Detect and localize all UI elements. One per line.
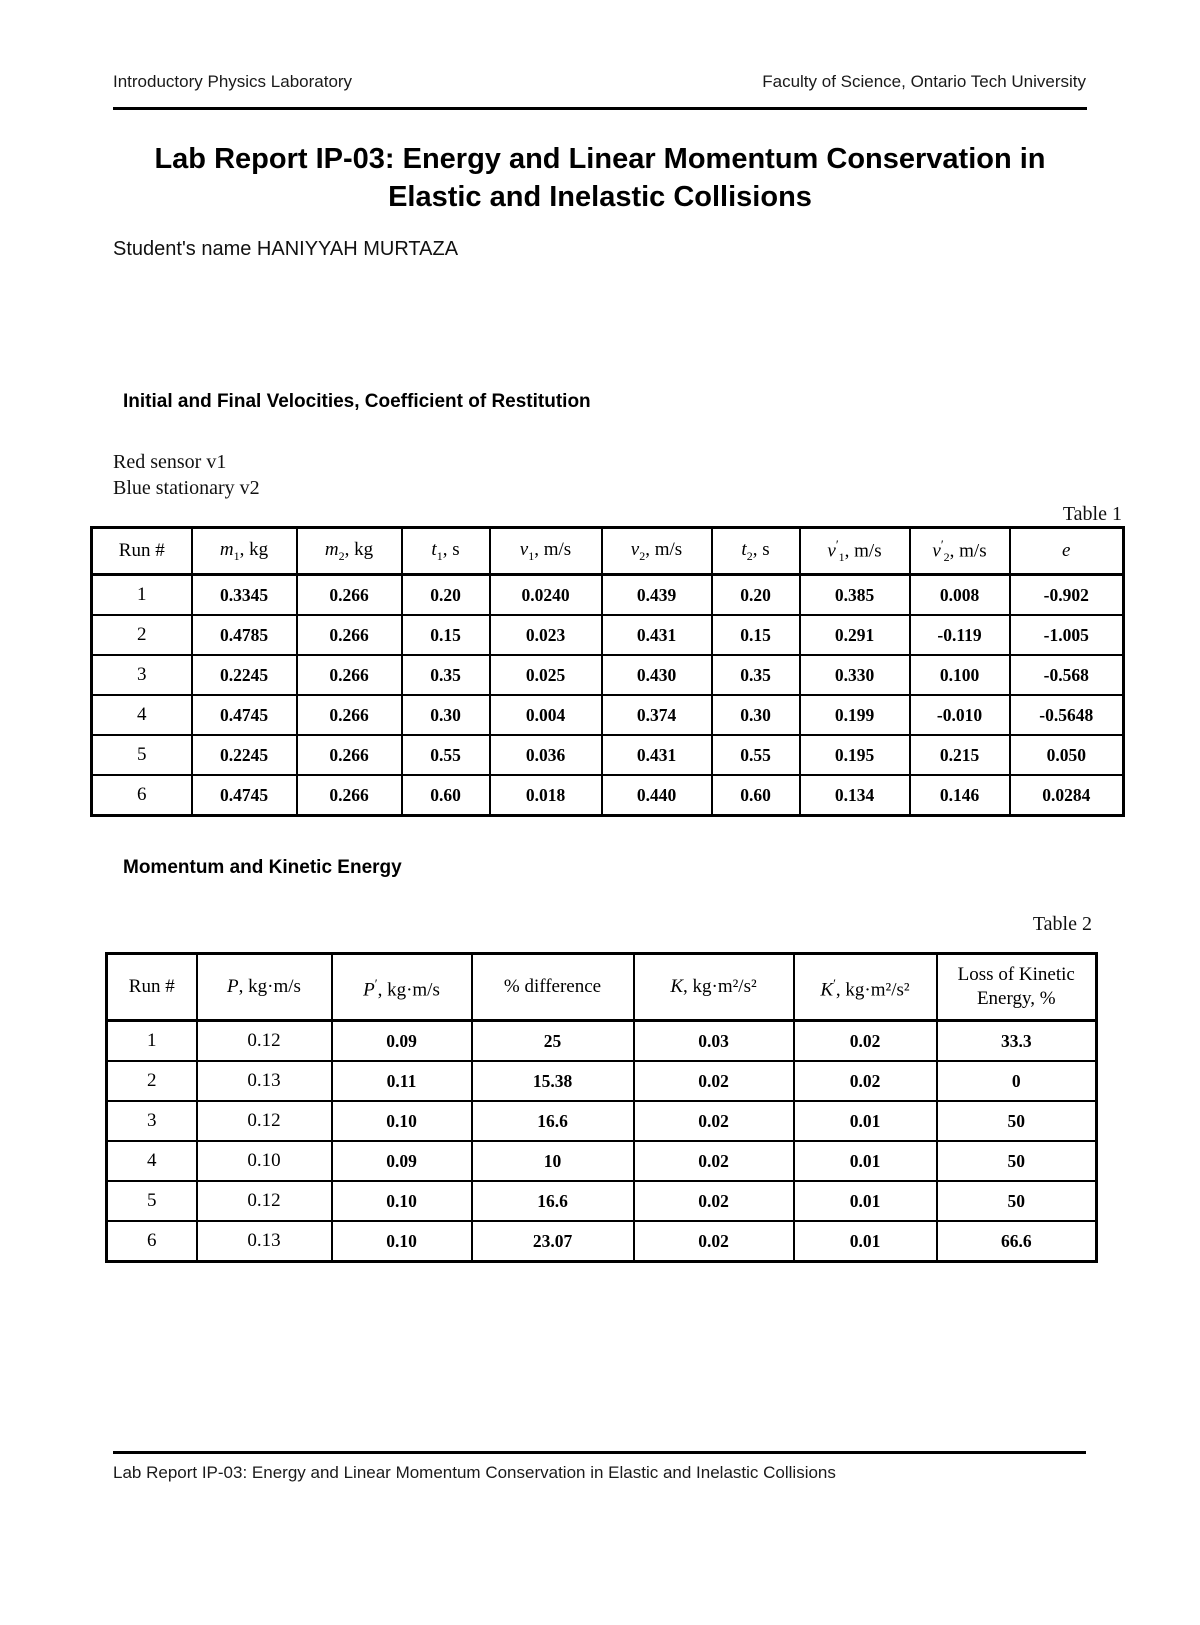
table-cell: 0.2245 <box>192 735 297 775</box>
table-cell: 23.07 <box>472 1221 634 1262</box>
table-cell: 25 <box>472 1021 634 1062</box>
section-heading-velocities: Initial and Final Velocities, Coefficient of Restitution <box>123 391 591 412</box>
table-cell: 10 <box>472 1141 634 1181</box>
table-cell: 0.266 <box>297 775 402 816</box>
table-cell: 0.10 <box>332 1101 472 1141</box>
table-cell: 0.374 <box>602 695 712 735</box>
table-cell: 0.35 <box>712 655 800 695</box>
table-cell: 0.266 <box>297 615 402 655</box>
table-cell: 50 <box>937 1181 1097 1221</box>
table-cell: 0.13 <box>197 1221 332 1262</box>
table2-label: Table 2 <box>1032 913 1092 935</box>
table-cell: 0.100 <box>910 655 1010 695</box>
table-row <box>107 1181 1097 1221</box>
table2-header-difference: % difference <box>472 954 634 1021</box>
table-row <box>92 695 1124 735</box>
table-cell: 0.431 <box>602 615 712 655</box>
table-row <box>92 575 1124 616</box>
table-cell: 0.050 <box>1010 735 1124 775</box>
table-cell: 0.20 <box>402 575 490 616</box>
table-row <box>92 735 1124 775</box>
table1-label: Table 1 <box>1062 503 1122 525</box>
table-cell: 0.02 <box>794 1021 937 1062</box>
table-cell: 0.09 <box>332 1021 472 1062</box>
table1-header-m2: $m_2$, kg <box>297 528 402 575</box>
page-title-line1: Lab Report IP-03: Energy and Linear Momentum Conservation in <box>154 143 1046 175</box>
table-cell: 0.30 <box>712 695 800 735</box>
table1-header-run: Run # <box>92 528 192 575</box>
table-cell: 0.018 <box>490 775 602 816</box>
table-cell: 0.01 <box>794 1181 937 1221</box>
table-cell: 0.215 <box>910 735 1010 775</box>
table-cell: 0.036 <box>490 735 602 775</box>
header-left-text: Introductory Physics Laboratory <box>113 72 353 91</box>
table-cell: 4 <box>107 1141 197 1181</box>
table-cell: 1 <box>107 1021 197 1062</box>
table-cell: 50 <box>937 1101 1097 1141</box>
table-cell: 0.0240 <box>490 575 602 616</box>
table-cell: -1.005 <box>1010 615 1124 655</box>
table-cell: 0.60 <box>712 775 800 816</box>
table-cell: 0.15 <box>402 615 490 655</box>
table-cell: 0.439 <box>602 575 712 616</box>
table-cell: 0.60 <box>402 775 490 816</box>
table-cell: 0.01 <box>794 1221 937 1262</box>
table-cell: 0.266 <box>297 575 402 616</box>
table-cell: 0.4745 <box>192 695 297 735</box>
table-cell: 0.55 <box>712 735 800 775</box>
table-row <box>107 1101 1097 1141</box>
note-blue-stationary: Blue stationary v2 <box>113 477 260 499</box>
table-cell: 0.195 <box>800 735 910 775</box>
table-cell: 0.134 <box>800 775 910 816</box>
table-cell: 0.11 <box>332 1061 472 1101</box>
table-cell: 3 <box>107 1101 197 1141</box>
table-cell: 0.12 <box>197 1021 332 1062</box>
table-cell: 0.02 <box>634 1141 794 1181</box>
table-cell: 0.01 <box>794 1101 937 1141</box>
table2-header-p: P, kg·m/s <box>197 954 332 1021</box>
table-cell: 0.146 <box>910 775 1010 816</box>
table-cell: 16.6 <box>472 1181 634 1221</box>
table1-header-e: e <box>1010 528 1124 575</box>
table-cell: 0.10 <box>332 1221 472 1262</box>
table2-header-k: K, kg·m²/s² <box>634 954 794 1021</box>
table-cell: 0 <box>937 1061 1097 1101</box>
table1-head <box>92 528 1124 575</box>
table-cell: 0.35 <box>402 655 490 695</box>
table-cell: 0.02 <box>794 1061 937 1101</box>
table-cell: 2 <box>107 1061 197 1101</box>
table1-header-t1: $t_1$, s <box>402 528 490 575</box>
table-cell: 0.008 <box>910 575 1010 616</box>
table-cell: 0.01 <box>794 1141 937 1181</box>
table2-header-run: Run # <box>107 954 197 1021</box>
page-title <box>113 140 1087 216</box>
table-cell: 0.13 <box>197 1061 332 1101</box>
table-cell: 0.20 <box>712 575 800 616</box>
table-cell: 0.12 <box>197 1181 332 1221</box>
footer-text: Lab Report IP-03: Energy and Linear Momentum Conservation in Elastic and Inelastic Collisions <box>113 1463 836 1482</box>
table1-header-v1-prime: $v'_1$, m/s <box>800 528 910 575</box>
table-cell: 0.55 <box>402 735 490 775</box>
table-cell: 0.004 <box>490 695 602 735</box>
table-cell: 5 <box>92 735 192 775</box>
table-cell: 0.431 <box>602 735 712 775</box>
table-cell: 1 <box>92 575 192 616</box>
table2-header-row <box>107 954 1097 1021</box>
table-cell: 0.430 <box>602 655 712 695</box>
sensor-notes <box>113 449 1087 501</box>
table-cell: 0.10 <box>197 1141 332 1181</box>
student-name-line: Student's name HANIYYAH MURTAZA <box>113 238 459 260</box>
table-cell: 6 <box>107 1221 197 1262</box>
table1-header-m1: $m_1$, kg <box>192 528 297 575</box>
table2-header-p-prime: P′, kg·m/s <box>332 954 472 1021</box>
velocities-table <box>90 526 1125 817</box>
table-cell: 0.266 <box>297 655 402 695</box>
table-row <box>92 655 1124 695</box>
table-cell: 0.266 <box>297 735 402 775</box>
table-cell: 0.12 <box>197 1101 332 1141</box>
table-cell: 33.3 <box>937 1021 1097 1062</box>
table-cell: 0.4785 <box>192 615 297 655</box>
table-cell: -0.568 <box>1010 655 1124 695</box>
footer-rule <box>113 1451 1086 1454</box>
table-cell: 15.38 <box>472 1061 634 1101</box>
table-cell: 0.0284 <box>1010 775 1124 816</box>
table-cell: 0.330 <box>800 655 910 695</box>
table-row <box>107 1221 1097 1262</box>
page-header <box>113 72 1086 92</box>
table1-header-t2: $t_2$, s <box>712 528 800 575</box>
table-row <box>107 1061 1097 1101</box>
momentum-table <box>105 952 1098 1263</box>
table2-header-k-prime: K′, kg·m²/s² <box>794 954 937 1021</box>
table1-header-v2-prime: $v'_2$, m/s <box>910 528 1010 575</box>
table2-header-loss: Loss of Kinetic Energy, % <box>937 954 1097 1021</box>
table-cell: 5 <box>107 1181 197 1221</box>
page-title-line2: Elastic and Inelastic Collisions <box>388 181 812 213</box>
table-cell: 0.15 <box>712 615 800 655</box>
table-cell: 6 <box>92 775 192 816</box>
table-row <box>92 615 1124 655</box>
table1-header-v1: $v_1$, m/s <box>490 528 602 575</box>
table-cell: 50 <box>937 1141 1097 1181</box>
table-cell: 16.6 <box>472 1101 634 1141</box>
table-cell: 0.4745 <box>192 775 297 816</box>
table2-head <box>107 954 1097 1021</box>
table-cell: 0.440 <box>602 775 712 816</box>
table-cell: 2 <box>92 615 192 655</box>
section-heading-momentum: Momentum and Kinetic Energy <box>123 857 402 878</box>
table-cell: -0.902 <box>1010 575 1124 616</box>
header-right-text: Faculty of Science, Ontario Tech University <box>762 72 1086 91</box>
table-cell: 0.025 <box>490 655 602 695</box>
table-cell: 4 <box>92 695 192 735</box>
table-cell: -0.119 <box>910 615 1010 655</box>
table-cell: 0.266 <box>297 695 402 735</box>
table2-body <box>107 1021 1097 1262</box>
table-cell: 0.199 <box>800 695 910 735</box>
table-cell: -0.010 <box>910 695 1010 735</box>
table-cell: 0.023 <box>490 615 602 655</box>
table-row <box>107 1021 1097 1062</box>
table-row <box>92 775 1124 816</box>
table-cell: 0.291 <box>800 615 910 655</box>
table-row <box>107 1141 1097 1181</box>
table-cell: 0.30 <box>402 695 490 735</box>
table-cell: -0.5648 <box>1010 695 1124 735</box>
header-rule <box>113 107 1087 110</box>
table1-body <box>92 575 1124 816</box>
table-cell: 0.385 <box>800 575 910 616</box>
table-cell: 0.2245 <box>192 655 297 695</box>
table-cell: 0.09 <box>332 1141 472 1181</box>
table-cell: 0.02 <box>634 1061 794 1101</box>
table-cell: 0.02 <box>634 1181 794 1221</box>
table1-header-v2: $v_2$, m/s <box>602 528 712 575</box>
table-cell: 0.3345 <box>192 575 297 616</box>
table-cell: 0.02 <box>634 1101 794 1141</box>
table-cell: 0.03 <box>634 1021 794 1062</box>
table-cell: 0.02 <box>634 1221 794 1262</box>
table-cell: 66.6 <box>937 1221 1097 1262</box>
table1-header-row <box>92 528 1124 575</box>
note-red-sensor: Red sensor v1 <box>113 451 227 473</box>
table-cell: 0.10 <box>332 1181 472 1221</box>
table-cell: 3 <box>92 655 192 695</box>
